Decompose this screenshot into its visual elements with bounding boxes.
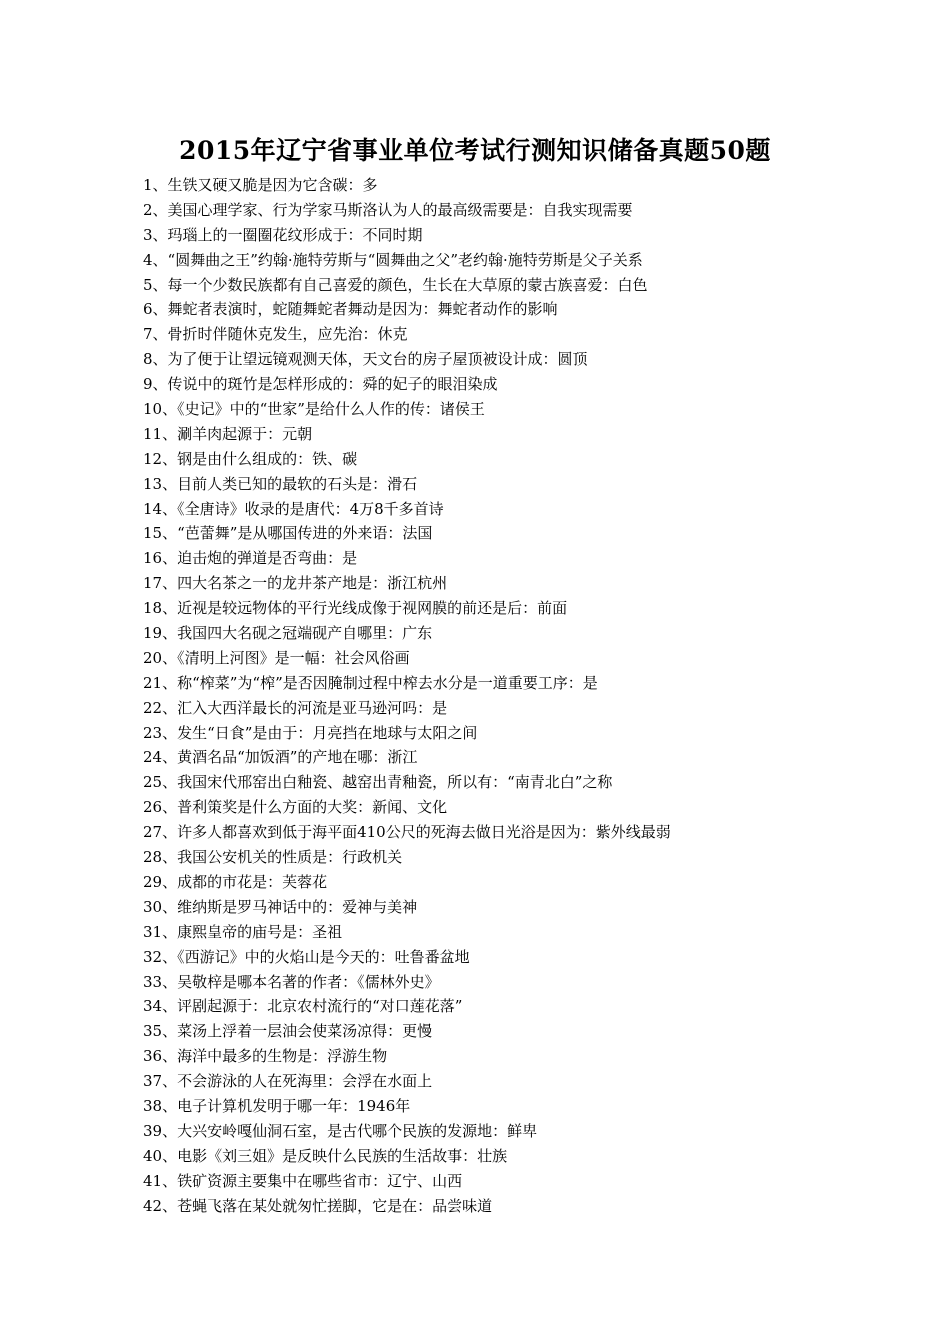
- qa-item: 24、黄酒名品“加饭酒”的产地在哪：浙江: [143, 748, 418, 767]
- qa-item: 28、我国公安机关的性质是：行政机关: [143, 848, 403, 867]
- qa-item: 7、骨折时伴随休克发生，应先治：休克: [143, 325, 408, 344]
- qa-item: 11、涮羊肉起源于：元朝: [143, 424, 313, 443]
- qa-item: 38、电子计算机发明于哪一年：1946年: [143, 1096, 411, 1115]
- qa-item: 33、吴敬梓是哪本名著的作者：《儒林外史》: [143, 972, 440, 991]
- qa-item: 35、菜汤上浮着一层油会使菜汤凉得：更慢: [143, 1022, 433, 1041]
- qa-item: 8、为了便于让望远镜观测天体，天文台的房子屋顶被设计成：圆顶: [143, 350, 588, 369]
- qa-item: 30、维纳斯是罗马神话中的：爱神与美神: [143, 897, 418, 916]
- qa-item: 18、近视是较远物体的平行光线成像于视网膜的前还是后：前面: [143, 599, 568, 618]
- qa-item: 1、生铁又硬又脆是因为它含碳：多: [143, 176, 378, 194]
- qa-item: 36、海洋中最多的生物是：浮游生物: [143, 1047, 388, 1066]
- qa-item: 4、“圆舞曲之王”约翰·施特劳斯与“圆舞曲之父”老约翰·施特劳斯是父子关系: [143, 250, 643, 269]
- qa-item: 42、苍蝇飞落在某处就匆忙搓脚，它是在：品尝味道: [143, 1196, 493, 1215]
- qa-item: 31、康熙皇帝的庙号是：圣祖: [143, 922, 343, 941]
- qa-item: 5、每一个少数民族都有自己喜爱的颜色，生长在大草原的蒙古族喜爱：白色: [143, 275, 648, 294]
- qa-list: [143, 173, 923, 1218]
- qa-item: 3、玛瑙上的一圈圈花纹形成于：不同时期: [143, 225, 423, 244]
- qa-item: 22、汇入大西洋最长的河流是亚马逊河吗：是: [143, 698, 448, 717]
- qa-item: 21、称“榨菜”为“榨”是否因腌制过程中榨去水分是一道重要工序：是: [143, 673, 598, 692]
- qa-item: 34、评剧起源于：北京农村流行的“对口莲花落”: [143, 997, 463, 1016]
- qa-item: 29、成都的市花是：芙蓉花: [143, 872, 328, 891]
- qa-item: 14、《全唐诗》收录的是唐代：4万8千多首诗: [143, 499, 444, 518]
- qa-item: 9、传说中的斑竹是怎样形成的：舜的妃子的眼泪染成: [143, 375, 498, 394]
- qa-item: 15、“芭蕾舞”是从哪国传进的外来语：法国: [143, 524, 433, 543]
- qa-item: 12、钢是由什么组成的：铁、碳: [143, 449, 358, 468]
- qa-item: 23、发生“日食”是由于：月亮挡在地球与太阳之间: [143, 723, 478, 742]
- qa-item: 40、电影《刘三姐》是反映什么民族的生活故事：壮族: [143, 1146, 508, 1165]
- qa-item: 6、舞蛇者表演时，蛇随舞蛇者舞动是因为：舞蛇者动作的影响: [143, 300, 558, 319]
- qa-item: 20、《清明上河图》是一幅：社会风俗画: [143, 648, 410, 667]
- qa-item: 27、许多人都喜欢到低于海平面410公尺的死海去做日光浴是因为：紫外线最弱: [143, 823, 671, 842]
- qa-item: 26、普利策奖是什么方面的大奖：新闻、文化: [143, 798, 448, 817]
- qa-item: 37、不会游泳的人在死海里：会浮在水面上: [143, 1072, 433, 1091]
- qa-item: 2、美国心理学家、行为学家马斯洛认为人的最高级需要是：自我实现需要: [143, 200, 633, 219]
- document-title: 2015年辽宁省事业单位考试行测知识储备真题50题: [179, 136, 771, 165]
- qa-item: 13、目前人类已知的最软的石头是：滑石: [143, 474, 418, 493]
- qa-item: 10、《史记》中的“世家”是给什么人作的传：诸侯王: [143, 400, 485, 419]
- qa-item: 16、迫击炮的弹道是否弯曲：是: [143, 549, 358, 568]
- qa-item: 17、四大名茶之一的龙井茶产地是：浙江杭州: [143, 574, 448, 593]
- qa-item: 39、大兴安岭嘎仙洞石室，是古代哪个民族的发源地：鲜卑: [143, 1121, 538, 1140]
- qa-item: 41、铁矿资源主要集中在哪些省市：辽宁、山西: [143, 1171, 463, 1190]
- qa-item: 32、《西游记》中的火焰山是今天的：吐鲁番盆地: [143, 947, 470, 966]
- qa-item: 19、我国四大名砚之冠端砚产自哪里：广东: [143, 624, 433, 643]
- qa-item: 25、我国宋代邢窑出白釉瓷、越窑出青釉瓷，所以有：“南青北白”之称: [143, 773, 613, 792]
